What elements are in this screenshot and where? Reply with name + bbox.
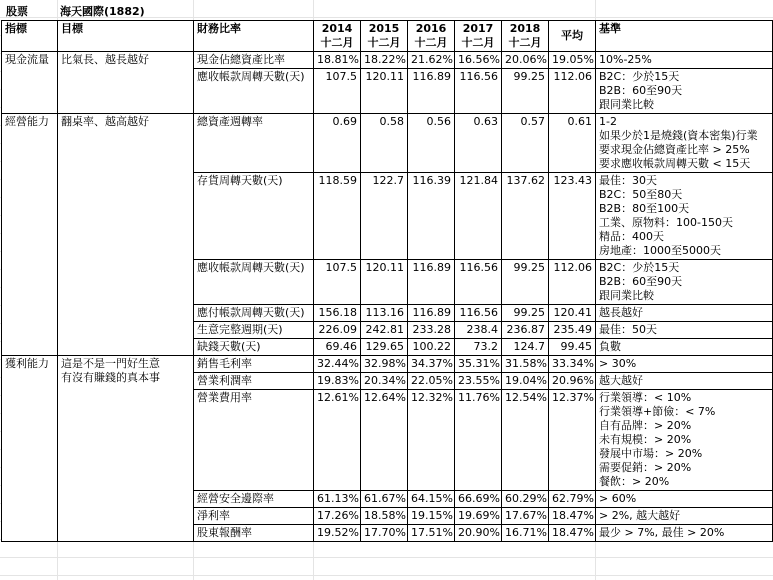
year-value-cell[interactable]: 19.83% xyxy=(314,373,361,390)
year-value-cell[interactable]: 118.59 xyxy=(314,173,361,260)
year-value-cell[interactable]: 31.58% xyxy=(502,356,549,373)
year-value-cell[interactable]: 137.62 xyxy=(502,173,549,260)
financial-ratio-table xyxy=(1,20,773,542)
year-value-cell[interactable]: 116.89 xyxy=(408,69,455,114)
col-year-2015[interactable]: 2015 十二月 xyxy=(361,21,408,52)
sheet-header xyxy=(0,0,773,20)
year-value-cell[interactable]: 0.58 xyxy=(361,114,408,173)
ratio-name-cell[interactable]: 淨利率 xyxy=(194,508,314,525)
year-value-cell[interactable]: 116.89 xyxy=(408,305,455,322)
year-value-cell[interactable]: 236.87 xyxy=(502,322,549,339)
ratio-name-cell[interactable]: 應付帳款周轉天數(天) xyxy=(194,305,314,322)
indicator-cell[interactable]: 現金流量 xyxy=(2,52,58,114)
ratio-name-cell[interactable]: 現金佔總資產比率 xyxy=(194,52,314,69)
ratio-name-cell[interactable]: 經營安全邊際率 xyxy=(194,491,314,508)
year-value-cell[interactable]: 226.09 xyxy=(314,322,361,339)
year-value-cell[interactable]: 99.25 xyxy=(502,260,549,305)
year-value-cell[interactable]: 66.69% xyxy=(455,491,502,508)
year-value-cell[interactable]: 61.67% xyxy=(361,491,408,508)
standard-text-line: 工業、原物料：100-150天 xyxy=(599,216,733,229)
standard-text-line: B2B：60至90天 xyxy=(599,275,683,288)
standard-text-line: 越大越好 xyxy=(599,374,643,387)
year-value-cell[interactable]: 35.31% xyxy=(455,356,502,373)
standard-cell[interactable] xyxy=(596,305,773,322)
indicator-cell[interactable]: 經營能力 xyxy=(2,114,58,356)
standard-text-line: B2C：少於15天 xyxy=(599,70,680,83)
standard-cell[interactable] xyxy=(596,173,773,260)
goal-text-line: 翻桌率、越高越好 xyxy=(61,115,149,128)
standard-text-line: 自有品牌：> 20% xyxy=(599,419,692,432)
year-value-cell[interactable]: 122.7 xyxy=(361,173,408,260)
table-row xyxy=(2,356,773,373)
ratio-name-cell[interactable]: 股東報酬率 xyxy=(194,525,314,542)
year-value-cell[interactable]: 19.15% xyxy=(408,508,455,525)
standard-text-line: 需要促銷：> 20% xyxy=(599,461,692,474)
standard-text-line: 餐飲：> 20% xyxy=(599,475,670,488)
average-value-cell[interactable]: 123.43 xyxy=(549,173,596,260)
year-value-cell[interactable]: 73.2 xyxy=(455,339,502,356)
average-value-cell[interactable]: 112.06 xyxy=(549,260,596,305)
standard-text-line: 跟同業比較 xyxy=(599,289,654,302)
year-value-cell[interactable]: 19.52% xyxy=(314,525,361,542)
goal-cell[interactable] xyxy=(58,114,194,356)
col-standard[interactable]: 基準 xyxy=(596,21,773,52)
average-value-cell[interactable]: 18.47% xyxy=(549,508,596,525)
average-value-cell[interactable]: 99.45 xyxy=(549,339,596,356)
company-name[interactable]: 海天國際(1882) xyxy=(60,5,145,18)
average-value-cell[interactable]: 19.05% xyxy=(549,52,596,69)
ratio-name-cell[interactable]: 生意完整週期(天) xyxy=(194,322,314,339)
standard-text-line: > 2%, 越大越好 xyxy=(599,509,681,522)
standard-text-line: 最佳：30天 xyxy=(599,174,657,187)
col-year-2018[interactable]: 2018 十二月 xyxy=(502,21,549,52)
year-value-cell[interactable]: 61.13% xyxy=(314,491,361,508)
year-value-cell[interactable]: 20.90% xyxy=(455,525,502,542)
year-value-cell[interactable]: 121.84 xyxy=(455,173,502,260)
year-value-cell[interactable]: 120.11 xyxy=(361,69,408,114)
average-value-cell[interactable]: 120.41 xyxy=(549,305,596,322)
table-row xyxy=(2,114,773,173)
standard-text-line: 跟同業比較 xyxy=(599,98,654,111)
standard-text-line: 精品：400天 xyxy=(599,230,664,243)
average-value-cell[interactable]: 20.96% xyxy=(549,373,596,390)
standard-text-line: 房地產：1000至5000天 xyxy=(599,244,721,257)
year-value-cell[interactable]: 18.58% xyxy=(361,508,408,525)
col-year-2014[interactable]: 2014 十二月 xyxy=(314,21,361,52)
standard-text-line: 行業領導+節儉：< 7% xyxy=(599,405,716,418)
standard-text-line: 行業領導：< 10% xyxy=(599,391,692,404)
average-value-cell[interactable]: 12.37% xyxy=(549,390,596,491)
goal-text-line: 比氣長、越長越好 xyxy=(61,53,149,66)
year-value-cell[interactable]: 18.81% xyxy=(314,52,361,69)
table-row xyxy=(2,52,773,69)
year-value-cell[interactable]: 0.57 xyxy=(502,114,549,173)
standard-text-line: > 30% xyxy=(599,357,637,370)
year-value-cell[interactable]: 116.56 xyxy=(455,69,502,114)
year-value-cell[interactable]: 107.5 xyxy=(314,260,361,305)
standard-cell[interactable] xyxy=(596,114,773,173)
ratio-name-cell[interactable]: 存貨周轉天數(天) xyxy=(194,173,314,260)
year-value-cell[interactable]: 20.06% xyxy=(502,52,549,69)
standard-text-line: B2B：80至100天 xyxy=(599,202,690,215)
ratio-name-cell[interactable]: 應收帳款周轉天數(天) xyxy=(194,260,314,305)
indicator-cell[interactable]: 獲利能力 xyxy=(2,356,58,542)
standard-text-line: 要求現金佔總資產比率 > 25% xyxy=(599,143,750,156)
year-value-cell[interactable]: 12.64% xyxy=(361,390,408,491)
standard-cell[interactable] xyxy=(596,322,773,339)
year-value-cell[interactable]: 113.16 xyxy=(361,305,408,322)
standard-cell[interactable] xyxy=(596,260,773,305)
average-value-cell[interactable]: 33.34% xyxy=(549,356,596,373)
standard-text-line: 10%-25% xyxy=(599,53,652,66)
year-value-cell[interactable]: 233.28 xyxy=(408,322,455,339)
standard-text-line: B2C：50至80天 xyxy=(599,188,683,201)
average-value-cell[interactable]: 18.47% xyxy=(549,525,596,542)
standard-cell[interactable] xyxy=(596,69,773,114)
year-value-cell[interactable]: 99.25 xyxy=(502,305,549,322)
year-value-cell[interactable]: 116.56 xyxy=(455,305,502,322)
standard-text-line: 越長越好 xyxy=(599,306,643,319)
ratio-name-cell[interactable]: 營業利潤率 xyxy=(194,373,314,390)
year-value-cell[interactable]: 0.69 xyxy=(314,114,361,173)
year-value-cell[interactable]: 124.7 xyxy=(502,339,549,356)
standard-cell[interactable] xyxy=(596,52,773,69)
year-value-cell[interactable]: 16.56% xyxy=(455,52,502,69)
standard-cell[interactable] xyxy=(596,373,773,390)
standard-text-line: 1-2 xyxy=(599,115,617,128)
standard-text-line: B2C：少於15天 xyxy=(599,261,680,274)
standard-cell[interactable] xyxy=(596,390,773,491)
year-value-cell[interactable]: 23.55% xyxy=(455,373,502,390)
standard-cell[interactable] xyxy=(596,356,773,373)
standard-text-line: 負數 xyxy=(599,340,621,353)
average-value-cell[interactable]: 0.61 xyxy=(549,114,596,173)
ratio-name-cell[interactable]: 應收帳款周轉天數(天) xyxy=(194,69,314,114)
year-value-cell[interactable]: 12.32% xyxy=(408,390,455,491)
year-value-cell[interactable]: 64.15% xyxy=(408,491,455,508)
year-value-cell[interactable]: 107.5 xyxy=(314,69,361,114)
ratio-name-cell[interactable]: 總資產週轉率 xyxy=(194,114,314,173)
standard-cell[interactable] xyxy=(596,525,773,542)
year-value-cell[interactable]: 34.37% xyxy=(408,356,455,373)
standard-cell[interactable] xyxy=(596,491,773,508)
year-value-cell[interactable]: 0.63 xyxy=(455,114,502,173)
column-header-row xyxy=(2,21,773,52)
year-value-cell[interactable]: 156.18 xyxy=(314,305,361,322)
standard-text-line: B2B：60至90天 xyxy=(599,84,683,97)
year-value-cell[interactable]: 17.70% xyxy=(361,525,408,542)
year-value-cell[interactable]: 242.81 xyxy=(361,322,408,339)
year-value-cell[interactable]: 22.05% xyxy=(408,373,455,390)
standard-text-line: 要求應收帳款周轉天數 < 15天 xyxy=(599,157,751,170)
goal-text-line: 這是不是一門好生意 xyxy=(61,357,160,370)
standard-text-line: 最佳：50天 xyxy=(599,323,657,336)
year-value-cell[interactable]: 18.22% xyxy=(361,52,408,69)
year-value-cell[interactable]: 12.61% xyxy=(314,390,361,491)
year-value-cell[interactable]: 69.46 xyxy=(314,339,361,356)
year-value-cell[interactable]: 238.4 xyxy=(455,322,502,339)
standard-text-line: 發展中市場：> 20% xyxy=(599,447,703,460)
average-value-cell[interactable]: 62.79% xyxy=(549,491,596,508)
col-year-2017[interactable]: 2017 十二月 xyxy=(455,21,502,52)
year-value-cell[interactable]: 120.11 xyxy=(361,260,408,305)
standard-cell[interactable] xyxy=(596,508,773,525)
average-value-cell[interactable]: 112.06 xyxy=(549,69,596,114)
year-value-cell[interactable]: 116.89 xyxy=(408,260,455,305)
year-value-cell[interactable]: 16.71% xyxy=(502,525,549,542)
col-goal[interactable]: 目標 xyxy=(58,21,194,52)
year-value-cell[interactable]: 32.98% xyxy=(361,356,408,373)
year-value-cell[interactable]: 116.39 xyxy=(408,173,455,260)
year-value-cell[interactable]: 129.65 xyxy=(361,339,408,356)
year-value-cell[interactable]: 11.76% xyxy=(455,390,502,491)
ratio-name-cell[interactable]: 營業費用率 xyxy=(194,390,314,491)
col-indicator[interactable]: 指標 xyxy=(2,21,58,52)
standard-cell[interactable] xyxy=(596,339,773,356)
standard-text-line: 最少 > 7%, 最佳 > 20% xyxy=(599,526,725,539)
goal-cell[interactable] xyxy=(58,52,194,114)
col-ratio[interactable]: 財務比率 xyxy=(194,21,314,52)
year-value-cell[interactable]: 100.22 xyxy=(408,339,455,356)
standard-text-line: > 60% xyxy=(599,492,637,505)
year-value-cell[interactable]: 17.51% xyxy=(408,525,455,542)
col-year-2016[interactable]: 2016 十二月 xyxy=(408,21,455,52)
year-value-cell[interactable]: 17.26% xyxy=(314,508,361,525)
average-value-cell[interactable]: 235.49 xyxy=(549,322,596,339)
year-value-cell[interactable]: 20.34% xyxy=(361,373,408,390)
goal-cell[interactable] xyxy=(58,356,194,542)
ratio-name-cell[interactable]: 銷售毛利率 xyxy=(194,356,314,373)
year-value-cell[interactable]: 116.56 xyxy=(455,260,502,305)
col-average[interactable]: 平均 xyxy=(549,21,596,52)
year-value-cell[interactable]: 17.67% xyxy=(502,508,549,525)
standard-text-line: 如果少於1是燒錢(資本密集)行業 xyxy=(599,129,758,142)
year-value-cell[interactable]: 21.62% xyxy=(408,52,455,69)
year-value-cell[interactable]: 12.54% xyxy=(502,390,549,491)
goal-text-line: 有沒有賺錢的真本事 xyxy=(61,371,160,384)
year-value-cell[interactable]: 99.25 xyxy=(502,69,549,114)
year-value-cell[interactable]: 60.29% xyxy=(502,491,549,508)
year-value-cell[interactable]: 0.56 xyxy=(408,114,455,173)
ratio-name-cell[interactable]: 缺錢天數(天) xyxy=(194,339,314,356)
standard-text-line: 未有規模：> 20% xyxy=(599,433,692,446)
year-value-cell[interactable]: 32.44% xyxy=(314,356,361,373)
year-value-cell[interactable]: 19.69% xyxy=(455,508,502,525)
year-value-cell[interactable]: 19.04% xyxy=(502,373,549,390)
stock-label[interactable]: 股票 xyxy=(6,5,28,18)
